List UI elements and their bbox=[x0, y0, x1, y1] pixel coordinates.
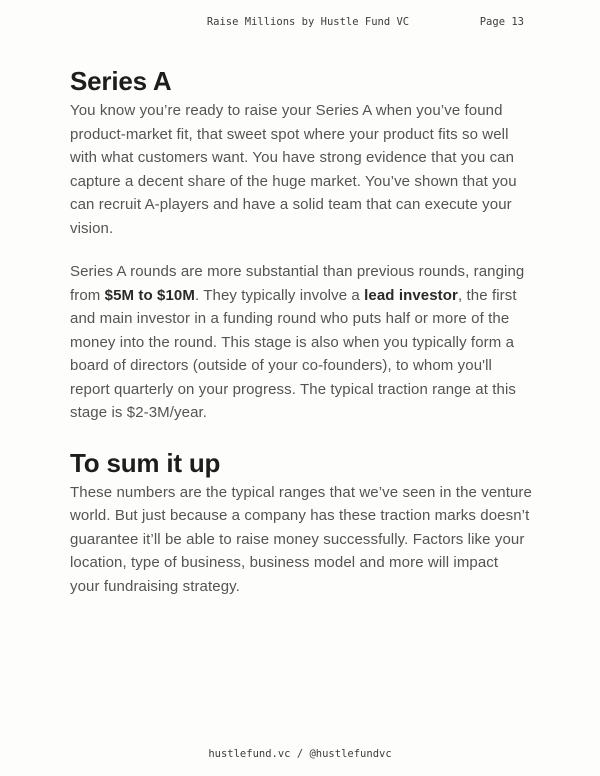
text-line bbox=[70, 99, 540, 123]
page-header bbox=[0, 16, 600, 32]
document-section bbox=[70, 445, 540, 599]
body-text: your fundraising strategy. bbox=[70, 577, 240, 595]
body-text: You know you’re ready to raise your Series A when you’ve found bbox=[70, 102, 503, 119]
text-line bbox=[70, 551, 540, 575]
paragraph bbox=[70, 260, 540, 425]
section-heading: Series A bbox=[70, 66, 172, 96]
body-text: , the first bbox=[457, 286, 517, 304]
paragraph bbox=[70, 481, 540, 599]
body-text: from bbox=[70, 286, 105, 304]
body-text: stage is $2-3M/year. bbox=[70, 404, 208, 421]
text-line bbox=[70, 575, 540, 599]
text-line bbox=[70, 284, 540, 308]
section-heading: To sum it up bbox=[70, 447, 221, 478]
page-content bbox=[70, 63, 540, 618]
text-line bbox=[70, 528, 540, 552]
body-text: location, type of business, business model and more will impact bbox=[70, 554, 499, 571]
text-line bbox=[70, 217, 540, 241]
body-text: with what customers want. You have strong evidence that you can bbox=[70, 149, 515, 166]
body-text: and main investor in a funding round who puts half or more of the bbox=[70, 310, 510, 327]
bold-text: $5M to $10M bbox=[104, 286, 195, 304]
text-line bbox=[70, 260, 540, 284]
body-text: board of directors (outside of your co-founders), to whom you'll bbox=[70, 357, 492, 374]
text-line bbox=[70, 354, 540, 378]
body-text: report quarterly on your progress. The typical traction range at this bbox=[70, 380, 517, 398]
body-text: product-market fit, that sweet spot where your product fits so well bbox=[70, 125, 509, 143]
text-line bbox=[70, 378, 540, 402]
text-line bbox=[70, 193, 540, 217]
bold-text: lead investor bbox=[364, 286, 458, 304]
body-text: can recruit A-players and have a solid team that can execute your bbox=[70, 196, 512, 213]
body-text: These numbers are the typical ranges that we’ve seen in the venture bbox=[70, 483, 532, 501]
document-section bbox=[70, 63, 540, 425]
body-text: world. But just because a company has these traction marks doesn’t bbox=[70, 507, 530, 524]
body-text: money into the round. This stage is also when you typically form a bbox=[70, 333, 515, 351]
text-line bbox=[70, 331, 540, 355]
text-line bbox=[70, 170, 540, 194]
footer-handles: hustlefund.vc / @hustlefundvc bbox=[208, 748, 392, 760]
body-text: guarantee it’ll be able to raise money successfully. Factors like your bbox=[70, 530, 525, 548]
body-text: Series A rounds are more substantial than previous rounds, ranging bbox=[70, 263, 525, 280]
text-line bbox=[70, 481, 540, 505]
body-text: vision. bbox=[70, 219, 114, 237]
text-line bbox=[70, 146, 540, 170]
body-text: capture a decent share of the huge market. You’ve shown that you bbox=[70, 172, 517, 190]
page-number: Page 13 bbox=[479, 16, 524, 28]
page-footer bbox=[0, 748, 600, 760]
text-line bbox=[70, 401, 540, 425]
paragraph bbox=[70, 99, 540, 240]
text-line bbox=[70, 504, 540, 528]
body-text: . They typically involve a bbox=[194, 286, 365, 304]
document-title: Raise Millions by Hustle Fund VC bbox=[206, 16, 410, 28]
text-line bbox=[70, 123, 540, 147]
text-line bbox=[70, 307, 540, 331]
